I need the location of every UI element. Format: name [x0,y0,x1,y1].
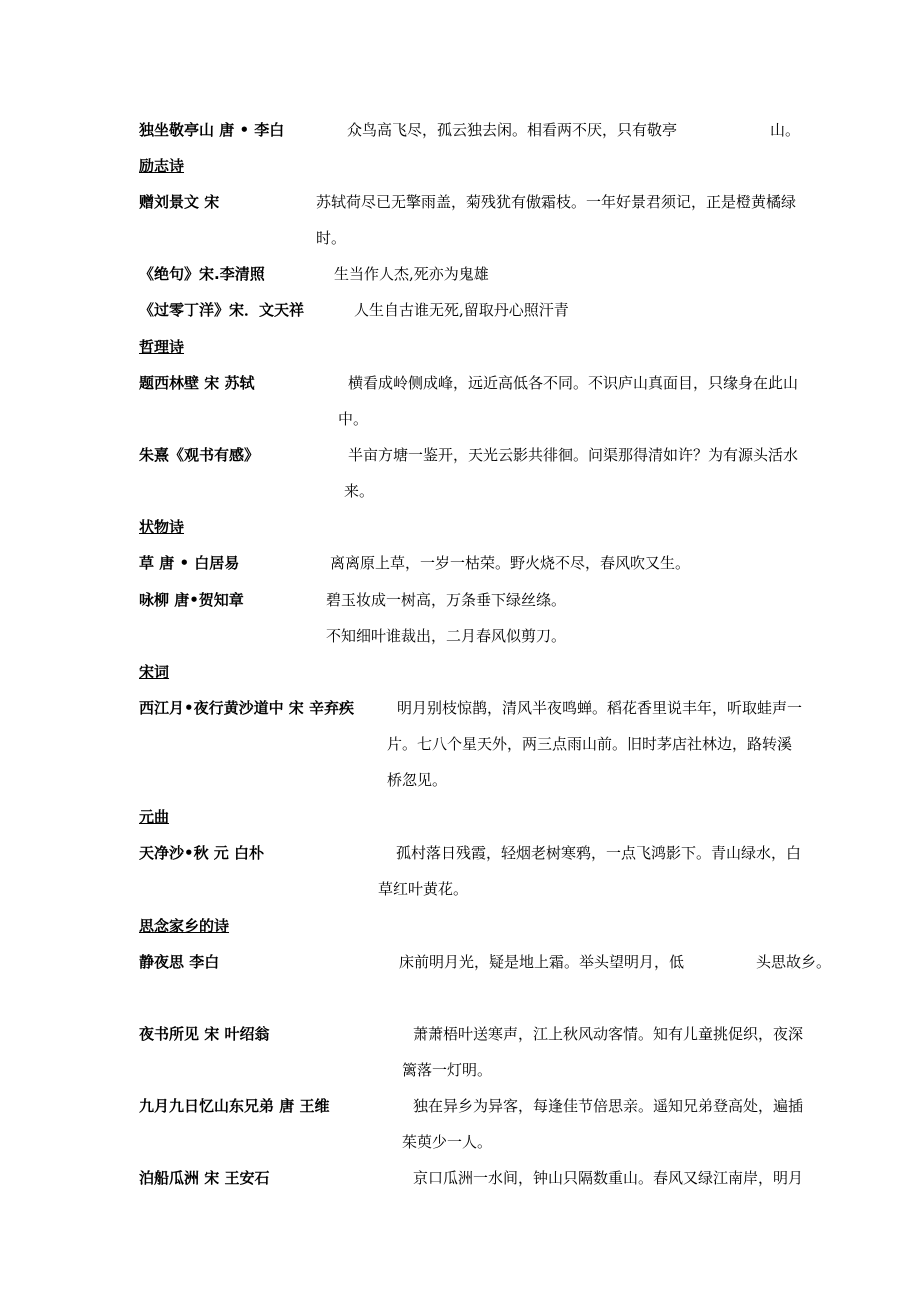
poem-line: 半亩方塘一鉴开，天光云影共徘徊。问渠那得清如许？为有源头活水 [348,446,799,464]
poem-line: 时。 [316,229,347,247]
section-heading-text: 状物诗 [139,518,185,536]
poem-title: 咏柳 唐•贺知章 [139,591,244,609]
poem-line: 京口瓜洲一水间，钟山只隔数重山。春风又绿江南岸，明月 [413,1169,804,1187]
poem-title: 《绝句》宋.李清照 [139,265,265,283]
poem-line: 茱萸少一人。 [402,1133,493,1151]
poem-title: 天净沙•秋 元 白朴 [139,844,265,862]
poem-line: 生当作人杰,死亦为鬼雄 [334,265,489,283]
poem-title: 泊船瓜洲 宋 王安石 [139,1169,270,1187]
section-heading: 励志诗 [139,157,185,175]
section-heading [139,518,198,536]
poem-line-end: 山。 [770,121,801,139]
poem-line: 不知细叶谁裁出，二月春风似剪刀。 [326,627,567,645]
section-heading: 思念家乡的诗 [139,917,230,935]
poem-line: 片。七八个星天外，两三点雨山前。旧时茅店社林边，路转溪 [387,735,793,753]
poem-title: 九月九日忆山东兄弟 唐 王维 [139,1097,330,1115]
poem-line: 独在异乡为异客，每逢佳节倍思亲。遥知兄弟登高处，遍插 [413,1097,804,1115]
poem-line: 篱落一灯明。 [402,1061,493,1079]
poem-line: 中。 [338,410,369,428]
poem-title: 独坐敬亭山 唐 • 李白 [139,121,285,139]
poem-line: 众鸟高飞尽，孤云独去闲。相看两不厌，只有敬亭 [347,121,678,139]
section-heading: 哲理诗 [139,338,185,356]
poem-line: 桥忽见。 [387,771,448,789]
poem-line: 苏轼荷尽已无擎雨盖，菊残犹有傲霜枝。一年好景君须记，正是橙黄橘绿 [316,193,797,211]
poem-title: 朱熹《观书有感》 [139,446,260,464]
section-heading: 宋词 [139,663,170,681]
section-heading: 元曲 [139,808,170,826]
poem-title: 草 唐 • 白居易 [139,554,240,572]
poem-line: 来。 [344,482,375,500]
poem-title: 夜书所见 宋 叶绍翁 [139,1025,270,1043]
poem-line: 离离原上草，一岁一枯荣。野火烧不尽，春风吹又生。 [330,554,691,572]
poem-title: 《过零丁洋》宋．文天祥 [139,301,305,319]
poem-line: 横看成岭侧成峰，远近高低各不同。不识庐山真面目，只缘身在此山 [348,374,799,392]
poem-title: 赠刘景文 宋 [139,193,220,211]
poem-line: 孤村落日残霞，轻烟老树寒鸦，一点飞鸿影下。青山绿水，白 [396,844,802,862]
poem-title: 西江月•夜行黄沙道中 宋 辛弃疾 [139,699,355,717]
poem-line: 明月别枝惊鹊，清风半夜鸣蝉。稻花香里说丰年，听取蛙声一 [397,699,803,717]
poem-line: 碧玉妆成一树高，万条垂下绿丝绦。 [326,591,567,609]
poem-line: 人生自古谁无死,留取丹心照汗青 [354,301,569,319]
poem-line: 草红叶黄花。 [378,880,469,898]
poem-line: 床前明月光，疑是地上霜。举头望明月，低 [399,953,685,971]
poem-line: 萧萧梧叶送寒声，江上秋风动客情。知有儿童挑促织，夜深 [413,1025,804,1043]
poem-line-end: 头思故乡。 [756,953,832,971]
poem-title: 题西林壁 宋 苏轼 [139,374,255,392]
poem-title: 静夜思 李白 [139,953,220,971]
